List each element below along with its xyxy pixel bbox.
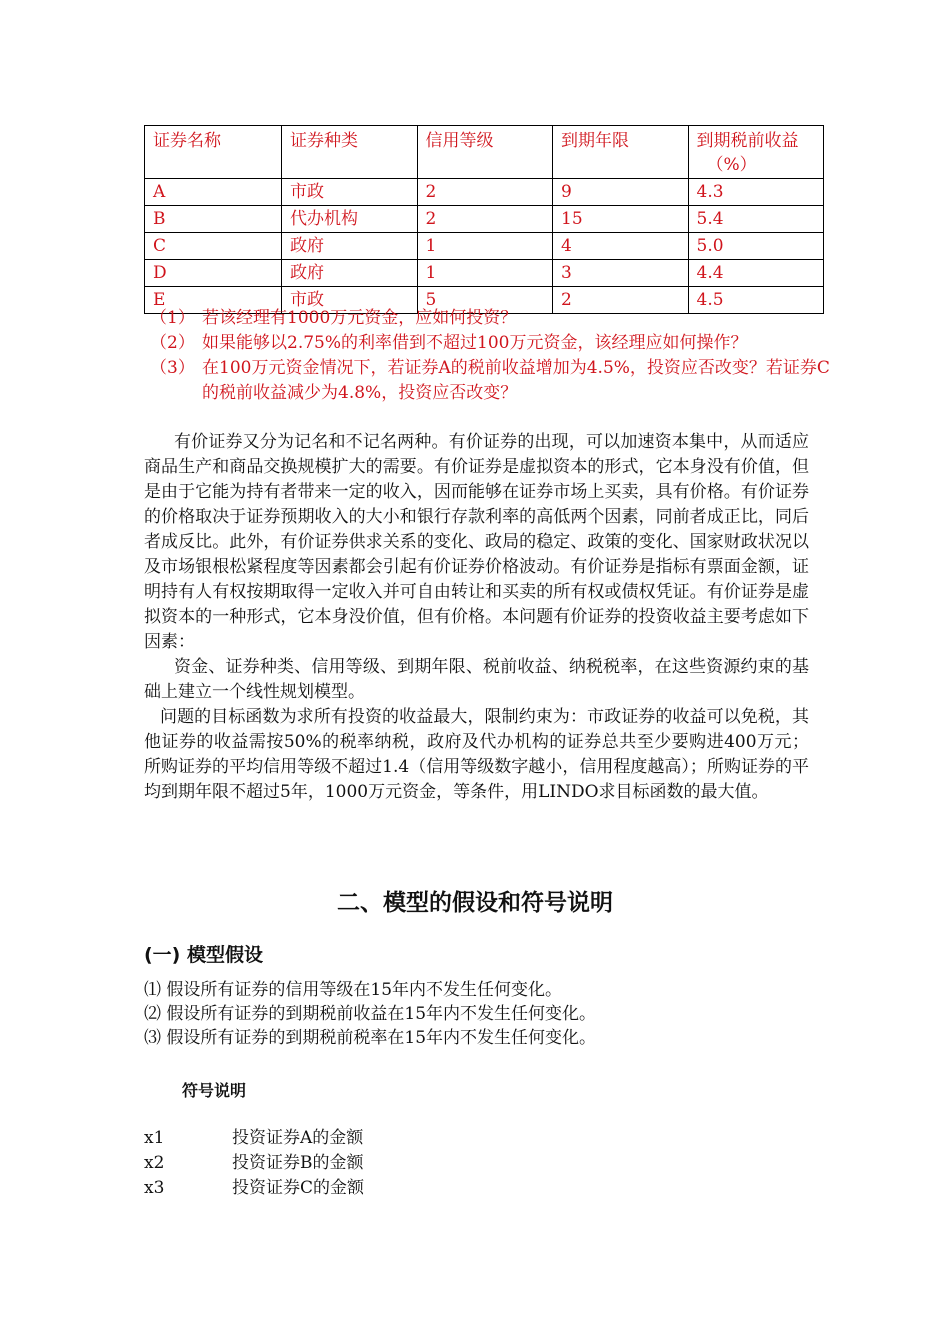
question-list [150, 306, 830, 406]
table-cell: 4.5 [688, 287, 824, 314]
table-cell: 5 [417, 287, 553, 314]
symbol-list [144, 1126, 364, 1201]
table-cell: 代办机构 [282, 206, 418, 233]
assumption-list [144, 978, 596, 1050]
table-cell: 1 [417, 233, 553, 260]
table-cell: 市政 [282, 179, 418, 206]
symbol-description: 投资证券C的金额 [232, 1178, 365, 1198]
table-cell: 5.0 [688, 233, 824, 260]
question-number: （3） [150, 358, 195, 378]
table-cell: C [145, 233, 282, 260]
header-cell: 证券名称 [145, 126, 282, 179]
table-cell: 政府 [282, 260, 418, 287]
table-row [145, 179, 824, 206]
header-yield-label: 到期税前收益 [696, 131, 799, 151]
table-cell: 政府 [282, 233, 418, 260]
question-number: （2） [150, 333, 195, 353]
header-cell [688, 126, 824, 179]
table-header-row [145, 126, 824, 179]
table-cell: 2 [417, 206, 553, 233]
subsection-title: (一) 模型假设 [144, 944, 263, 966]
table-cell: 4 [553, 233, 689, 260]
table-cell: B [145, 206, 282, 233]
question-text: 如果能够以2.75%的利率借到不超过100万元资金，该经理应如何操作？ [202, 333, 748, 353]
question-item [150, 331, 830, 356]
question-number: （1） [150, 308, 195, 328]
table-cell: 9 [553, 179, 689, 206]
table-row [145, 260, 824, 287]
table-row [145, 206, 824, 233]
table-cell: 2 [553, 287, 689, 314]
table-cell: 2 [417, 179, 553, 206]
symbol-row [144, 1126, 364, 1151]
body-paragraph: 问题的目标函数为求所有投资的收益最大，限制约束为：市政证券的收益可以免税，其他证券的收益需按50%的税率纳税，政府及代办机构的证券总共至少要购进400万元；所购证券的平均信用等级不超过1.4（信用等级数字越小，信用程度越高）；所购证券的平均到期年限不超过5年，1000万元资金，等条件，用LINDO求目标函数的最大值。 [144, 707, 809, 802]
symbol-description: 投资证券A的金额 [232, 1128, 364, 1148]
table-cell: 3 [553, 260, 689, 287]
symbol-row [144, 1151, 364, 1176]
symbol-variable: x2 [144, 1153, 165, 1173]
header-cell: 到期年限 [553, 126, 689, 179]
securities-table [144, 125, 824, 314]
question-text: 在100万元资金情况下，若证券A的税前收益增加为4.5%，投资应否改变？若证券C的税前收益减少为4.8%，投资应否改变？ [202, 358, 830, 403]
header-yield-unit: （%） [706, 155, 757, 175]
body-paragraph: 有价证券又分为记名和不记名两种。有价证券的出现，可以加速资本集中，从而适应商品生产和商品交换规模扩大的需要。有价证券是虚拟资本的形式，它本身没有价值，但是由于它能为持有者带来一定的收入，因而能够在证券市场上买卖，具有价格。有价证券的价格取决于证券预期收入的大小和银行存款利率的高低两个因素，同前者成正比，同后者成反比。此外，有价证券供求关系的变化、政局的稳定、政策的变化、国家财政状况以及市场银根松紧程度等因素都会引起有价证券价格波动。有价证券是指标有票面金额，证明持有人有权按期取得一定收入并可自由转让和买卖的所有权或债权凭证。有价证券是虚拟资本的一种形式，它本身没价值，但有价格。本问题有价证券的投资收益主要考虑如下因素： [144, 432, 809, 652]
question-item [150, 306, 830, 331]
body-text [144, 430, 809, 805]
header-cell: 信用等级 [417, 126, 553, 179]
table-cell: 5.4 [688, 206, 824, 233]
assumption-item: ⑵ 假设所有证券的到期税前收益在15年内不发生任何变化。 [144, 1004, 597, 1024]
assumption-item: ⑴ 假设所有证券的信用等级在15年内不发生任何变化。 [144, 980, 563, 1000]
table-cell: 1 [417, 260, 553, 287]
symbol-variable: x3 [144, 1178, 165, 1198]
header-cell: 证券种类 [282, 126, 418, 179]
table-cell: 4.4 [688, 260, 824, 287]
section-title: 二、模型的假设和符号说明 [337, 890, 613, 916]
symbol-row [144, 1176, 364, 1201]
table-cell: E [145, 287, 282, 314]
table-cell: D [145, 260, 282, 287]
table-cell: A [145, 179, 282, 206]
question-item [150, 356, 830, 406]
table-cell: 4.3 [688, 179, 824, 206]
question-text: 若该经理有1000万元资金，应如何投资？ [202, 308, 518, 328]
symbol-description: 投资证券B的金额 [232, 1153, 364, 1173]
table-row [145, 233, 824, 260]
symbols-title: 符号说明 [182, 1081, 247, 1100]
table-cell: 15 [553, 206, 689, 233]
body-paragraph: 资金、证券种类、信用等级、到期年限、税前收益、纳税税率，在这些资源约束的基础上建立一个线性规划模型。 [144, 657, 809, 702]
symbol-variable: x1 [144, 1128, 165, 1148]
table-cell: 市政 [282, 287, 418, 314]
assumption-item: ⑶ 假设所有证券的到期税前税率在15年内不发生任何变化。 [144, 1028, 597, 1048]
